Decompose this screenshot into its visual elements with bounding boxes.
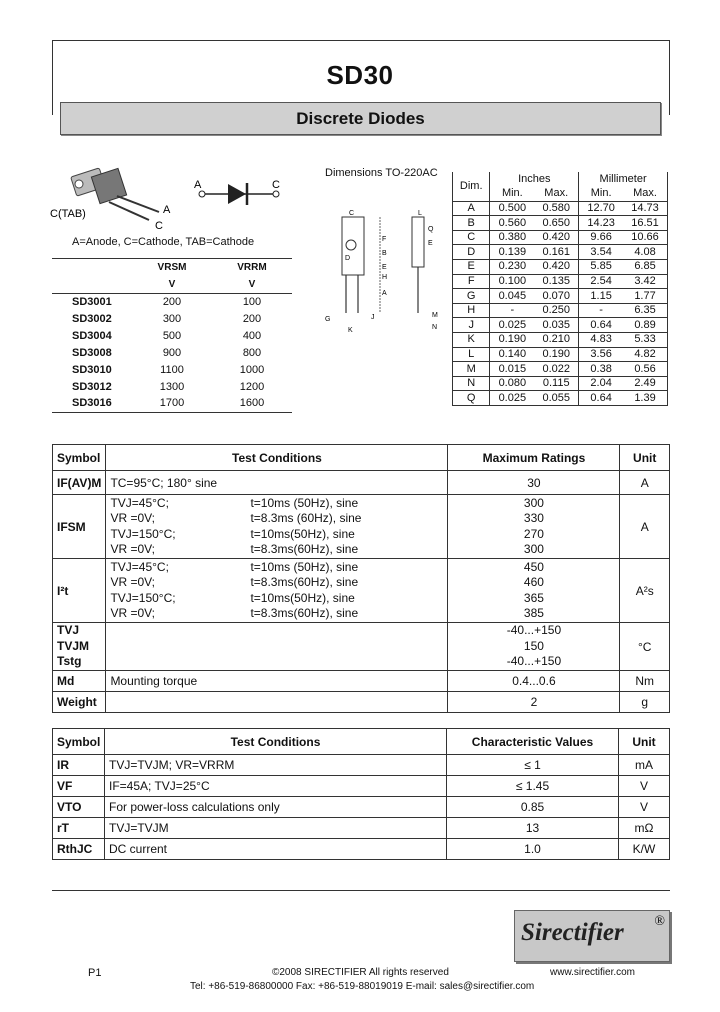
ifsm-val [448, 495, 620, 559]
inch-max: 0.190 [534, 347, 578, 362]
tstg-symbol: Tstg [57, 654, 82, 669]
package-drawing [50, 160, 185, 235]
condition-line [110, 511, 443, 527]
vrrm-value: 100 [242, 295, 262, 308]
char-value: ≤ 1.45 [447, 776, 619, 797]
char-unit: mA [619, 755, 670, 776]
char-unit: mΩ [619, 818, 670, 839]
mm-min: 1.15 [579, 289, 623, 304]
table-row [453, 230, 668, 245]
char-symbol: IR [53, 755, 105, 776]
condition-a: TVJ=150°C; [110, 590, 176, 605]
mm-min: 0.64 [579, 318, 623, 333]
dim-tag-e: E [382, 264, 387, 271]
diode-cathode-label: C [272, 179, 280, 191]
condition-b: t=8.3ms(60Hz), sine [250, 542, 359, 556]
mm-min: 2.54 [579, 274, 623, 289]
char-value: 0.85 [447, 797, 619, 818]
mm-max: 0.56 [623, 362, 667, 377]
inch-min: 0.025 [490, 391, 534, 406]
condition-a: VR =0V; [110, 542, 156, 556]
condition-line [110, 606, 443, 622]
condition-a: VR =0V; [110, 606, 156, 620]
part-number: SD3012 [72, 380, 112, 393]
label-c-tab: C(TAB) [50, 208, 86, 220]
anode-terminal [199, 191, 205, 197]
table-row [453, 274, 668, 289]
mm-max: 0.89 [623, 318, 667, 333]
mm-max-header: Max. [623, 187, 667, 202]
ifav-val: 30 [448, 471, 620, 495]
inch-max: 0.055 [534, 391, 578, 406]
max-h-unit: Unit [620, 445, 670, 471]
condition-a: TVJ=150°C; [110, 526, 176, 541]
label-c: C [155, 220, 163, 232]
md-symbol: Md [53, 671, 106, 692]
condition-b: t=8.3ms(60Hz), sine [250, 575, 359, 589]
max-h-cond: Test Conditions [106, 445, 448, 471]
package-lead-c [109, 202, 149, 220]
dimension-table [452, 172, 668, 406]
condition-line [110, 575, 443, 591]
weight-unit: g [620, 692, 670, 713]
dim-col-header: Dim. [453, 172, 490, 201]
table-row [52, 344, 292, 361]
vrrm-value: 800 [242, 346, 262, 359]
mm-min: 14.23 [579, 216, 623, 231]
diode-triangle [228, 184, 246, 204]
tvjm-symbol: TVJM [57, 638, 90, 653]
mm-max: 6.35 [623, 303, 667, 318]
inch-max: 0.580 [534, 201, 578, 216]
tvjm-val: 150 [523, 638, 544, 653]
condition-a: VR =0V; [110, 575, 156, 589]
ifsm-symbol: IFSM [53, 495, 106, 559]
temp-symbols [53, 623, 106, 671]
mm-max: 1.77 [623, 289, 667, 304]
mm-max: 2.49 [623, 376, 667, 391]
mm-min: 4.83 [579, 333, 623, 348]
tvj-val: -40...+150 [506, 623, 562, 638]
dim-tag-f: F [382, 236, 387, 243]
mm-min: 3.54 [579, 245, 623, 260]
char-cond: TVJ=TVJM; VR=VRRM [105, 755, 447, 776]
dim-letter: E [453, 260, 490, 275]
table-row [453, 347, 668, 362]
table-row [453, 201, 668, 216]
inches-header: Inches [490, 172, 579, 187]
mm-max: 5.33 [623, 333, 667, 348]
table-row [53, 692, 670, 713]
dim-letter: Q [453, 391, 490, 406]
dim-tag-j: J [371, 314, 375, 321]
dim-letter: B [453, 216, 490, 231]
table-row [453, 376, 668, 391]
table-row [52, 361, 292, 378]
ifsm-unit: A [620, 495, 670, 559]
table-row [53, 559, 670, 623]
inch-max: 0.161 [534, 245, 578, 260]
condition-b: t=10ms(50Hz), sine [250, 526, 355, 541]
md-val: 0.4...0.6 [448, 671, 620, 692]
dim-tag-q: Q [428, 226, 434, 233]
condition-b: t=8.3ms(60Hz), sine [250, 606, 359, 620]
part-number: SD3008 [72, 346, 112, 359]
char-cond: TVJ=TVJM [105, 818, 447, 839]
tstg-val: -40...+150 [506, 654, 562, 669]
brand-logo [514, 910, 670, 962]
inch-min: 0.190 [490, 333, 534, 348]
dim-letter: G [453, 289, 490, 304]
vrsm-value: 900 [162, 346, 182, 359]
inch-min: 0.015 [490, 362, 534, 377]
inch-max: 0.115 [534, 376, 578, 391]
char-unit: V [619, 797, 670, 818]
table-row [53, 776, 670, 797]
max-h-symbol: Symbol [53, 445, 106, 471]
inch-min: 0.045 [490, 289, 534, 304]
table-row [53, 495, 670, 559]
part-number: SD3010 [72, 363, 112, 376]
mm-max: 10.66 [623, 230, 667, 245]
char-value: 13 [447, 818, 619, 839]
side-view-body [412, 217, 424, 267]
char-unit: K/W [619, 839, 670, 860]
char-cond: DC current [105, 839, 447, 860]
i2t-unit: A²s [620, 559, 670, 623]
condition-b: t=8.3ms (60Hz), sine [250, 511, 362, 525]
char-symbol: rT [53, 818, 105, 839]
website-link[interactable]: www.sirectifier.com [550, 967, 636, 978]
dim-tag-n: N [432, 324, 438, 331]
inch-min: 0.080 [490, 376, 534, 391]
part-number: SD3004 [72, 329, 112, 342]
subtitle-bar: Discrete Diodes [60, 102, 661, 135]
col-vrsm: VRSM [157, 262, 187, 273]
mm-min: - [579, 303, 623, 318]
unit-vrsm: V [168, 278, 176, 290]
inch-max: 0.022 [534, 362, 578, 377]
dim-tag-g: G [325, 316, 331, 323]
table-row [453, 318, 668, 333]
char-symbol: VF [53, 776, 105, 797]
inch-max: 0.420 [534, 230, 578, 245]
vrrm-value: 1600 [239, 397, 265, 410]
mm-max: 6.85 [623, 260, 667, 275]
cathode-terminal [273, 191, 279, 197]
rating-value: 450 [523, 559, 544, 574]
pin-legend: A=Anode, C=Cathode, TAB=Cathode [72, 236, 255, 248]
diode-anode-label: A [194, 179, 202, 191]
condition-line [110, 560, 443, 576]
condition-b: t=10ms(50Hz), sine [250, 590, 355, 605]
rating-value: 300 [523, 495, 544, 510]
tvj-symbol: TVJ [57, 623, 80, 638]
table-row [53, 623, 670, 671]
ifav-symbol: IF(AV)M [53, 471, 106, 495]
table-row [52, 310, 292, 327]
ifav-cond: TC=95°C; 180° sine [106, 471, 448, 495]
mm-min: 0.38 [579, 362, 623, 377]
package-hole [75, 180, 83, 188]
condition-line [110, 591, 443, 607]
dim-letter: C [453, 230, 490, 245]
mm-max: 3.42 [623, 274, 667, 289]
mounting-hole [346, 240, 356, 250]
condition-line [110, 496, 443, 512]
weight-cond [106, 692, 448, 713]
mm-min: 12.70 [579, 201, 623, 216]
inches-max-header: Max. [534, 187, 578, 202]
footer-rule [52, 890, 670, 891]
inch-max: 0.420 [534, 260, 578, 275]
inches-min-header: Min. [490, 187, 534, 202]
part-number: SD3001 [72, 295, 112, 308]
vrsm-value: 1700 [159, 397, 185, 410]
char-value: 1.0 [447, 839, 619, 860]
mm-min: 2.04 [579, 376, 623, 391]
vrrm-value: 1200 [239, 380, 265, 393]
table-row [53, 471, 670, 495]
rating-value: 330 [523, 511, 544, 525]
ifav-unit: A [620, 471, 670, 495]
page-title: SD30 [326, 60, 394, 90]
dimension-drawing [320, 205, 450, 340]
table-row [53, 839, 670, 860]
vrsm-value: 300 [162, 312, 182, 325]
inch-min: 0.100 [490, 274, 534, 289]
inch-min: 0.380 [490, 230, 534, 245]
unit-vrrm: V [248, 278, 256, 290]
table-row [453, 362, 668, 377]
table-row [453, 289, 668, 304]
mm-max: 1.39 [623, 391, 667, 406]
dim-tag-k: K [348, 327, 353, 334]
inch-min: - [490, 303, 534, 318]
package-lead-a [117, 196, 159, 212]
inch-max: 0.035 [534, 318, 578, 333]
ifsm-cond [106, 495, 448, 559]
dim-tag-h: H [382, 274, 388, 281]
inch-min: 0.560 [490, 216, 534, 231]
condition-a: TVJ=45°C; [110, 495, 169, 510]
table-row [453, 245, 668, 260]
voltage-ratings [52, 258, 292, 413]
logo-text: Sirectifier [521, 919, 624, 946]
condition-line [110, 527, 443, 543]
diode-symbol [190, 172, 290, 222]
char-h-cond: Test Conditions [105, 729, 447, 755]
table-row [453, 391, 668, 406]
vrrm-value: 200 [242, 312, 262, 325]
condition-b: t=10ms (50Hz), sine [250, 495, 359, 510]
condition-b: t=10ms (50Hz), sine [250, 559, 359, 574]
dim-letter: N [453, 376, 490, 391]
temp-unit: °C [620, 623, 670, 671]
mm-max: 14.73 [623, 201, 667, 216]
part-number: SD3002 [72, 312, 112, 325]
rating-value: 365 [523, 590, 544, 605]
dim-letter: K [453, 333, 490, 348]
table-row [453, 216, 668, 231]
temp-values [448, 623, 620, 671]
copyright: ©2008 SIRECTIFIER All rights reserved [272, 967, 449, 978]
max-h-val: Maximum Ratings [448, 445, 620, 471]
char-value: ≤ 1 [447, 755, 619, 776]
table-row [453, 333, 668, 348]
dim-letter: D [453, 245, 490, 260]
vrsm-value: 200 [162, 295, 182, 308]
mm-max: 4.08 [623, 245, 667, 260]
inch-min: 0.139 [490, 245, 534, 260]
contact-info: Tel: +86-519-86800000 Fax: +86-519-88019019 E-mail: sales@sirectifier.com [190, 981, 535, 992]
vrrm-value: 400 [242, 329, 262, 342]
md-unit: Nm [620, 671, 670, 692]
char-cond: IF=45A; TVJ=25°C [105, 776, 447, 797]
mm-min: 0.64 [579, 391, 623, 406]
rating-value: 385 [523, 606, 544, 620]
inch-min: 0.500 [490, 201, 534, 216]
table-row [453, 260, 668, 275]
vrsm-value: 1100 [160, 363, 184, 376]
rating-value: 460 [523, 575, 544, 589]
dim-tag-b: B [382, 250, 387, 257]
dim-tag-a: A [382, 290, 387, 297]
inch-max: 0.070 [534, 289, 578, 304]
mm-min: 3.56 [579, 347, 623, 362]
dim-letter: L [453, 347, 490, 362]
vrsm-value: 500 [162, 329, 182, 342]
char-unit: V [619, 776, 670, 797]
dim-tag-m: M [432, 312, 438, 319]
dim-letter: F [453, 274, 490, 289]
rating-value: 300 [523, 542, 544, 556]
dim-letter: H [453, 303, 490, 318]
mm-min: 5.85 [579, 260, 623, 275]
condition-a: TVJ=45°C; [110, 559, 169, 574]
table-row [52, 395, 292, 412]
dim-tag-e2: E [428, 240, 433, 247]
mm-header: Millimeter [579, 172, 668, 187]
mm-max: 16.51 [623, 216, 667, 231]
md-cond: Mounting torque [106, 671, 448, 692]
inch-min: 0.025 [490, 318, 534, 333]
part-number: SD3016 [72, 397, 112, 410]
inch-max: 0.210 [534, 333, 578, 348]
i2t-symbol: I²t [53, 559, 106, 623]
page-number: P1 [88, 967, 102, 979]
table-row [453, 303, 668, 318]
characteristics-table [52, 728, 670, 860]
table-row [53, 755, 670, 776]
front-view-body [342, 217, 364, 275]
dimensions-title: Dimensions TO-220AC [325, 167, 438, 179]
condition-line [110, 542, 443, 558]
table-row [52, 327, 292, 344]
inch-max: 0.650 [534, 216, 578, 231]
table-row [52, 293, 292, 310]
label-a: A [163, 204, 171, 216]
dim-tag-l: L [418, 210, 422, 217]
rating-value: 270 [523, 526, 544, 541]
dim-letter: J [453, 318, 490, 333]
char-cond: For power-loss calculations only [105, 797, 447, 818]
dim-letter: A [453, 201, 490, 216]
mm-min-header: Min. [579, 187, 623, 202]
table-row [53, 797, 670, 818]
mm-max: 4.82 [623, 347, 667, 362]
condition-a: VR =0V; [110, 511, 156, 525]
mm-min: 9.66 [579, 230, 623, 245]
dim-tag-d: D [345, 255, 351, 262]
i2t-val [448, 559, 620, 623]
vrrm-value: 1000 [239, 363, 265, 376]
inch-max: 0.250 [534, 303, 578, 318]
max-ratings-table [52, 444, 670, 713]
vrsm-value: 1300 [159, 380, 185, 393]
dim-tag-c: C [349, 210, 355, 217]
char-h-unit: Unit [619, 729, 670, 755]
inch-min: 0.140 [490, 347, 534, 362]
weight-val: 2 [448, 692, 620, 713]
table-row [53, 818, 670, 839]
i2t-cond [106, 559, 448, 623]
table-row [52, 378, 292, 395]
inch-max: 0.135 [534, 274, 578, 289]
char-h-val: Characteristic Values [447, 729, 619, 755]
registered-mark: ® [654, 914, 665, 929]
col-vrrm: VRRM [237, 262, 267, 273]
dim-letter: M [453, 362, 490, 377]
table-row [53, 671, 670, 692]
weight-symbol: Weight [53, 692, 106, 713]
char-symbol: RthJC [53, 839, 105, 860]
char-h-symbol: Symbol [53, 729, 105, 755]
char-symbol: VTO [53, 797, 105, 818]
inch-min: 0.230 [490, 260, 534, 275]
